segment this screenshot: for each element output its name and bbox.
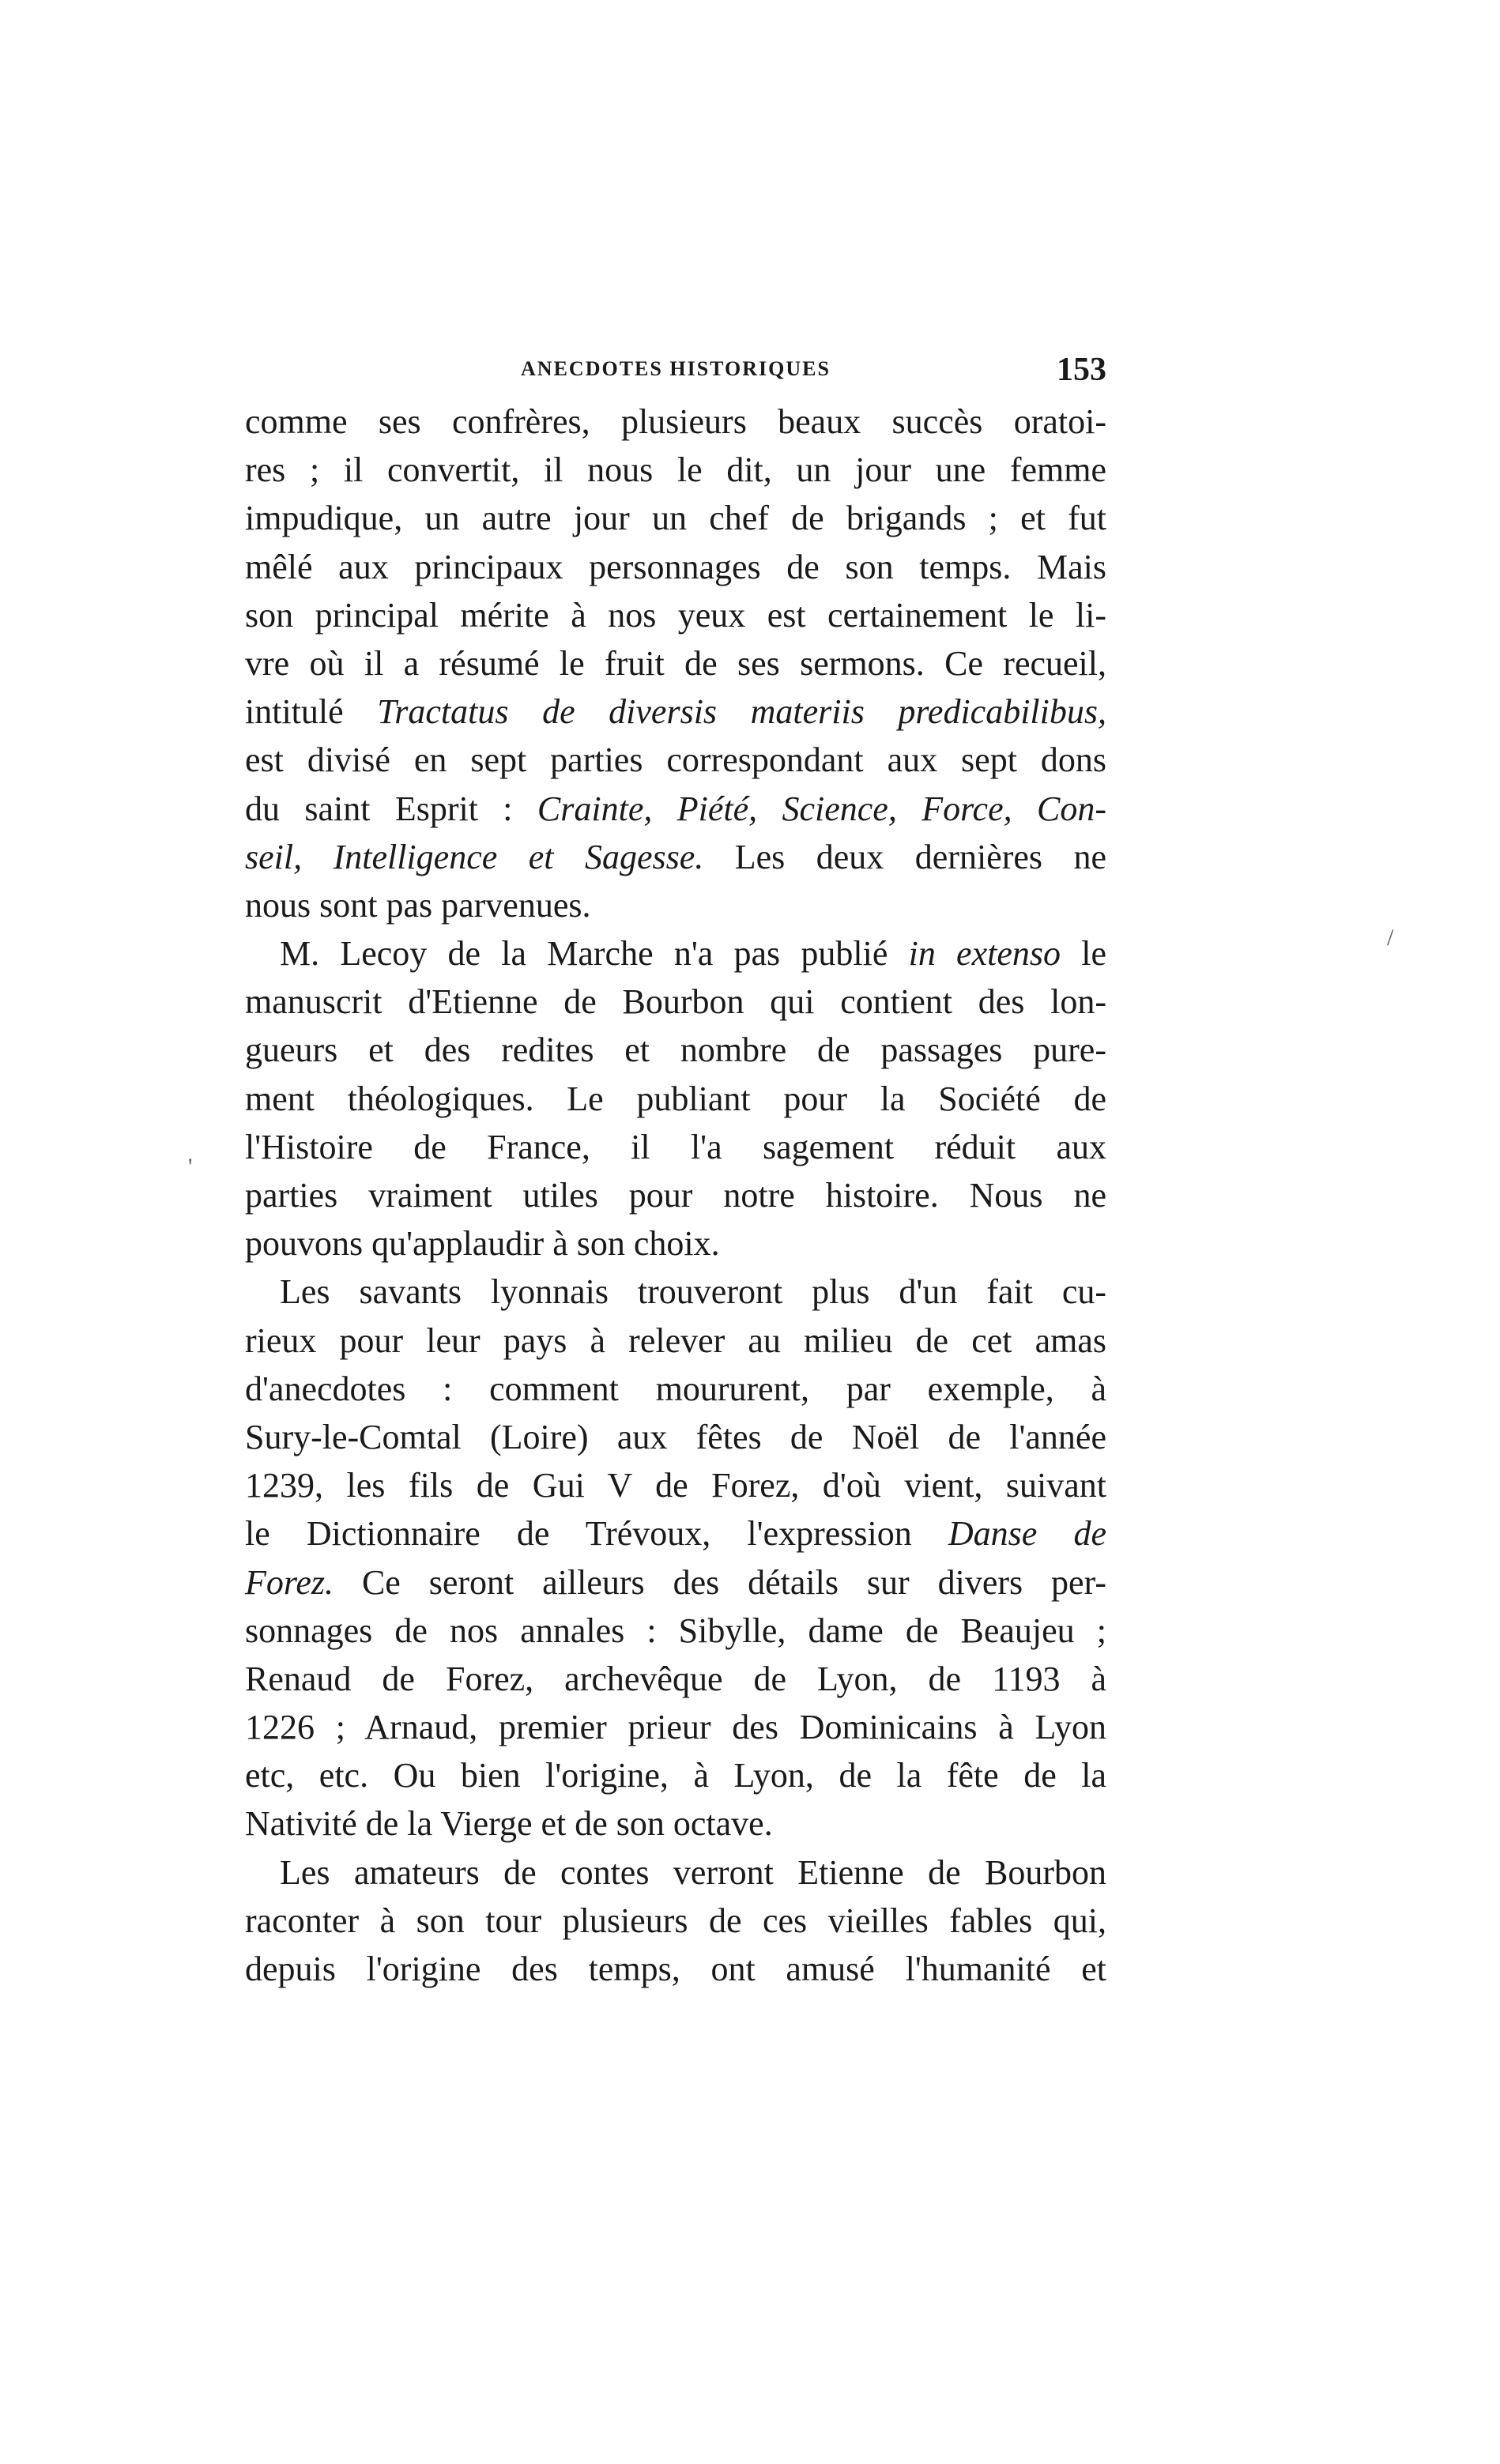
text-line: mêlé aux principaux personnages de son temps. Mais: [245, 547, 1106, 586]
margin-mark-right: /: [1387, 925, 1394, 951]
margin-mark-left: ': [188, 1154, 193, 1180]
gifts-list: Crainte, Piété, Science, Force, Con-: [537, 789, 1106, 828]
text-line: gueurs et des redites et nombre de passages pure-: [245, 1030, 1106, 1070]
latin-title: Tractatus de diversis materiis predicabilibus,: [377, 692, 1107, 732]
text-line: ment théologiques. Le publiant pour la Société de: [245, 1079, 1106, 1118]
text-line: rieux pour leur pays à relever au milieu de cet amas: [245, 1321, 1106, 1360]
text-line: parties vraiment utiles pour notre histoire. Nous ne: [245, 1176, 1106, 1215]
text-line: res ; il convertit, il nous le dit, un jour une femme: [245, 450, 1106, 490]
text-line: le Dictionnaire de Trévoux, l'expression Danse de: [245, 1514, 1106, 1554]
text-line: Renaud de Forez, archevêque de Lyon, de 1193 à: [245, 1659, 1106, 1698]
expression-phrase: Danse de: [948, 1514, 1106, 1554]
text-line: impudique, un autre jour un chef de brigands ; et fut: [245, 499, 1106, 538]
text-line: depuis l'origine des temps, ont amusé l'humanité et: [245, 1950, 1106, 1988]
text-line: 1226 ; Arnaud, premier prieur des Dominicains à Lyon: [245, 1708, 1106, 1747]
text-line: son principal mérite à nos yeux est certainement le li-: [245, 595, 1106, 635]
text-line: nous sont pas parvenues.: [245, 885, 591, 925]
text-line: Les amateurs de contes verront Etienne de Bourbon: [280, 1852, 1106, 1892]
body-text: [245, 397, 1106, 1993]
text-line: est divisé en sept parties correspondant aux sept dons: [245, 740, 1106, 780]
gifts-list-continued: seil, Intelligence et Sagesse.: [245, 837, 704, 876]
text-line: manuscrit d'Etienne de Bourbon qui contient des lon-: [245, 982, 1106, 1022]
text-line: raconter à son tour plusieurs de ces vieilles fables qui,: [245, 1901, 1106, 1940]
text-line: etc, etc. Ou bien l'origine, à Lyon, de la fête de la: [245, 1756, 1106, 1795]
text-line: l'Histoire de France, il l'a sagement réduit aux: [245, 1127, 1106, 1166]
text-line: Nativité de la Vierge et de son octave.: [245, 1804, 773, 1844]
running-head: [245, 348, 1106, 395]
text-line: du saint Esprit : Crainte, Piété, Science, Force, Con-: [245, 789, 1106, 828]
latin-phrase: in extenso: [908, 934, 1061, 974]
text-line: vre où il a résumé le fruit de ses sermons. Ce recueil,: [245, 643, 1106, 683]
page-number: 153: [1057, 352, 1106, 388]
expression-phrase-continued: Forez.: [245, 1562, 334, 1602]
text-line: 1239, les fils de Gui V de Forez, d'où vient, suivant: [245, 1466, 1106, 1505]
text-line: Les savants lyonnais trouveront plus d'un fait cu-: [280, 1272, 1106, 1312]
text-line: Forez. Ce seront ailleurs des détails sur divers per-: [245, 1562, 1106, 1602]
text-line: comme ses confrères, plusieurs beaux succès oratoi-: [245, 402, 1106, 441]
running-title: ANECDOTES HISTORIQUES: [521, 357, 831, 380]
text-line: M. Lecoy de la Marche n'a pas publié in extenso le: [280, 934, 1106, 974]
text-line: intitulé Tractatus de diversis materiis predicabilibus,: [245, 692, 1107, 732]
text-line: d'anecdotes : comment moururent, par exemple, à: [245, 1369, 1106, 1408]
text-line: sonnages de nos annales : Sibylle, dame de Beaujeu ;: [245, 1611, 1106, 1650]
text-line: seil, Intelligence et Sagesse. Les deux dernières ne: [245, 837, 1107, 876]
text-line: Sury-le-Comtal (Loire) aux fêtes de Noël de l'année: [245, 1417, 1106, 1456]
text-line: pouvons qu'applaudir à son choix.: [245, 1224, 720, 1264]
